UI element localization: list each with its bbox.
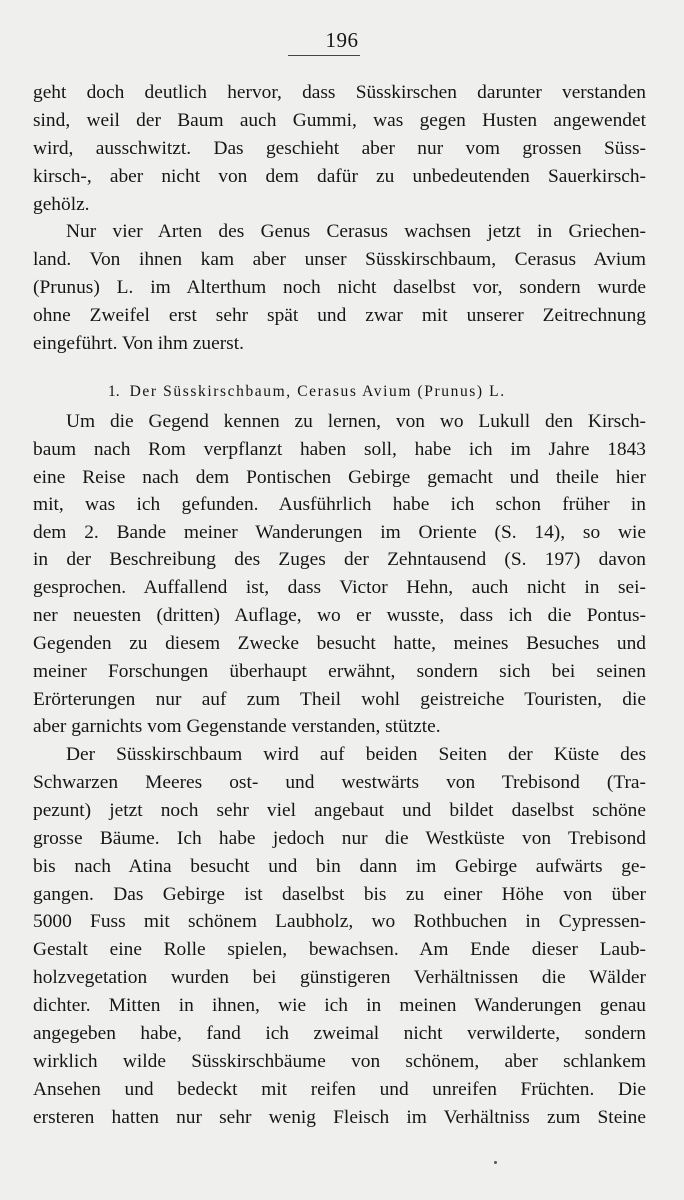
text-line: mit, was ich gefunden. Ausführlich habe ich schon früher in xyxy=(33,494,646,515)
text-line: gesprochen. Auffallend ist, dass Victor Hehn, auch nicht in sei- xyxy=(33,577,646,598)
text-line: Erörterungen nur auf zum Theil wohl geistreiche Touristen, die xyxy=(33,689,646,710)
page-number: 196 xyxy=(325,28,359,52)
text-line: bis nach Atina besucht und bin dann im Gebirge aufwärts ge- xyxy=(33,856,646,877)
text-line: Um die Gegend kennen zu lernen, von wo Lukull den Kirsch- xyxy=(66,411,646,432)
text-line: baum nach Rom verpflanzt haben soll, habe ich im Jahre 1843 xyxy=(33,439,646,460)
text-line: in der Beschreibung des Zuges der Zehntausend (S. 197) davon xyxy=(33,549,646,570)
text-line: Der Süsskirschbaum wird auf beiden Seiten der Küste des xyxy=(66,744,646,765)
section-title: Der Süsskirschbaum, Cerasus Avium (Prunus) L. xyxy=(129,383,506,400)
text-line: angegeben habe, fand ich zweimal nicht verwilderte, sondern xyxy=(33,1023,646,1044)
text-line: 5000 Fuss mit schönem Laubholz, wo Rothbuchen in Cypressen- xyxy=(33,911,646,932)
text-line: meiner Forschungen überhaupt erwähnt, sondern sich bei seinen xyxy=(33,661,646,682)
text-line: eine Reise nach dem Pontischen Gebirge gemacht und theile hier xyxy=(33,467,646,488)
text-line: land. Von ihnen kam aber unser Süsskirschbaum, Cerasus Avium xyxy=(33,249,646,270)
text-line: Gestalt eine Rolle spielen, bewachsen. Am Ende dieser Laub- xyxy=(33,939,646,960)
text-line: holzvegetation wurden bei günstigeren Verhältnissen die Wälder xyxy=(33,967,646,988)
text-line: dichter. Mitten in ihnen, wie ich in meinen Wanderungen genau xyxy=(33,995,646,1016)
section-number: 1. xyxy=(108,383,120,400)
text-line: wirklich wilde Süsskirschbäume von schönem, aber schlankem xyxy=(33,1051,646,1072)
text-line: ohne Zweifel erst sehr spät und zwar mit unserer Zeitrechnung xyxy=(33,305,646,326)
text-line: eingeführt. Von ihm zuerst. xyxy=(33,333,244,354)
text-line: Nur vier Arten des Genus Cerasus wachsen jetzt in Griechen- xyxy=(66,221,646,242)
text-line: ner neuesten (dritten) Auflage, wo er wusste, dass ich die Pontus- xyxy=(33,605,646,626)
text-line: (Prunus) L. im Alterthum noch nicht daselbst vor, sondern wurde xyxy=(33,277,646,298)
text-line: wird, ausschwitzt. Das geschieht aber nur vom grossen Süss- xyxy=(33,138,646,159)
text-line: Ansehen und bedeckt mit reifen und unreifen Früchten. Die xyxy=(33,1079,646,1100)
text-line: Gegenden zu diesem Zwecke besucht hatte, meines Besuches und xyxy=(33,633,646,654)
header-rule xyxy=(288,55,360,56)
text-line: geht doch deutlich hervor, dass Süsskirschen darunter verstanden xyxy=(33,82,646,103)
text-line: kirsch-, aber nicht von dem dafür zu unbedeutenden Sauerkirsch- xyxy=(33,166,646,187)
text-line: ersteren hatten nur sehr wenig Fleisch im Verhältniss zum Steine xyxy=(33,1107,646,1128)
paper-speck xyxy=(494,1161,497,1164)
text-line: Schwarzen Meeres ost- und westwärts von Trebisond (Tra- xyxy=(33,772,646,793)
text-line: gehölz. xyxy=(33,194,90,215)
section-heading xyxy=(108,380,608,404)
text-line: grosse Bäume. Ich habe jedoch nur die Westküste von Trebisond xyxy=(33,828,646,849)
text-line: gangen. Das Gebirge ist daselbst bis zu einer Höhe von über xyxy=(33,884,646,905)
text-line: aber garnichts vom Gegenstande verstanden, stützte. xyxy=(33,716,441,737)
text-line: dem 2. Bande meiner Wanderungen im Oriente (S. 14), so wie xyxy=(33,522,646,543)
text-line: pezunt) jetzt noch sehr viel angebaut und bildet daselbst schöne xyxy=(33,800,646,821)
text-line: sind, weil der Baum auch Gummi, was gegen Husten angewendet xyxy=(33,110,646,131)
